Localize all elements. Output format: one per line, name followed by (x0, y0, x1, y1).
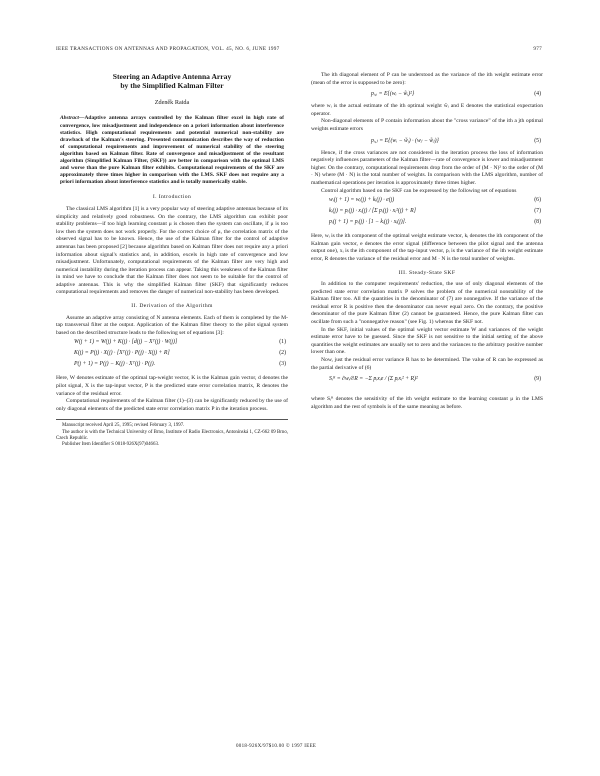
author-name: Zdeněk Raida (154, 98, 190, 106)
right-paragraph-9: Now, just the residual error variance R has to be determined. The value of R can be expressed as the partial derivative of (6) (311, 357, 543, 371)
title-line-1: Steering an Adaptive Antenna Array (112, 72, 232, 81)
equation-1: W(j + 1) = W(j) + K(j) · [d(j) − Xᵀ(j) · W(j)] (74, 339, 178, 346)
right-paragraph-5: Control algorithm based on the SKF can be expressed by the following set of equations (321, 187, 517, 194)
equation-1-number: (1) (279, 339, 286, 346)
equation-block-1-3 (56, 339, 288, 373)
equation-6-number: (6) (534, 197, 541, 204)
equation-block-6-8 (311, 197, 543, 231)
footnote-identifier: Publisher Item Identifier S 0018-926X(97)04663. (62, 442, 160, 448)
footnote-affiliation: The author is with the Technical University of Brno, Institute of Radio Electronics, Antonínská 1, CZ-662 09 Brno, Czech Republic. (56, 429, 288, 441)
equation-8: pᵢ(j + 1) = pᵢ(j) · [1 − kᵢ(j) · xᵢ(j)]. (329, 219, 407, 226)
footnote-received: Manuscript received April 25, 1995; revised February 3, 1997. (62, 423, 185, 429)
right-paragraph-4: Hence, if the cross variances are not considered in the iteration process the loss of information negatively influences parameters of the Kalman filter—rate of convergence is lower and misadjustment higher. On the contrary, computational requirements drop from the order of (M · N)² to the order of (M · N) where (M · N) is the total number of weights. In comparison with the LMS algorithm, number of mathematical operations per iteration is approximately three times higher. (311, 149, 543, 186)
right-paragraph-3: Non-diagonal elements of P contain information about the "cross variance" of the ith a jth optimal weights estimate errors (311, 118, 543, 132)
equation-4: pᵢ,ᵢ = E{(wᵢ − w̃ᵢ)²} (371, 91, 415, 98)
journal-title: IEEE TRANSACTIONS ON ANTENNAS AND PROPAGATION, VOL. 45, NO. 6, JUNE 1997 (56, 46, 280, 52)
intro-paragraph: The classical LMS algorithm [1] is a very popular way of steering adaptive antennas because of its simplicity and relatively good robustness. On the contrary, the LMS algorithm can exhibit poor stability problems—if too high learning constant μ is chosen then the system can oscillate, if μ is too low then the system does not work properly. For the correct choice of μ, the correlation matrix of the observed signal has to be known. Hence, the use of the Kalman filter for the control of adaptive antennas has been proposed [2] because algorithm based on Kalman filter does not require any a priori information about signal's statistics and, in addition, excels in high rate of convergence and low misadjustment. Unfortunately, computational requirements of the Kalman filter are very high and numerical instability during the iteration process can appear. Taking this weakness of the Kalman filter in mind we have to conclude that the Kalman filter does not seem to be suitable for the control of adaptive antennas. This is why the simplified Kalman filter (SKF) that significantly reduces computational requirements and removes the danger of numerical non-stability has been developed. (56, 205, 288, 296)
equation-2-number: (2) (279, 350, 286, 357)
right-paragraph-10: where Sᵢᴿ denotes the sensitivity of the ith weight estimate to the learning constant μ in the LMS algorithm and the rest of symbols is of the same meaning as before. (311, 396, 543, 410)
footnotes (56, 419, 288, 448)
equation-5-row (311, 136, 543, 148)
title-line-2: by the Simplified Kalman Filter (120, 81, 224, 91)
computation-paragraph: Computational requirements of the Kalman filter (1)–(3) can be significantly reduced by the use of only diagonal elements of the predicted state error correlation matrix P in the iteration process. (56, 398, 288, 412)
right-paragraph-6: Here, wᵢ is the ith component of the optimal weight estimate vector, kᵢ denotes the ith component of the Kalman gain vector, e denotes the error signal (difference between the pilot signal and the antenna output one), xᵢ is the ith component of the tap-input vector, pᵢ is the variance of the ith weight estimate error, R denotes the variance of the residual error and M · N is the total number of weights. (311, 233, 543, 262)
page-number: 977 (533, 46, 542, 52)
equation-9-number: (9) (534, 376, 541, 383)
copyright-code: 0018-926X/97$10.00 © 1997 IEEE (236, 744, 317, 749)
right-column (311, 72, 543, 411)
paper-title (56, 72, 288, 91)
abstract (60, 115, 284, 186)
abstract-label: Abstract— (60, 115, 85, 122)
equation-4-number: (4) (534, 91, 541, 98)
right-paragraph-2: where wᵢ is the actual estimate of the ith optimal weight w̃ᵢ and E denotes the statistical expectation operator. (311, 103, 543, 117)
section-heading-introduction: I. Introduction (152, 194, 192, 201)
right-paragraph-7: In addition to the computer requirements' reduction, the use of only diagonal elements of the predicted state error correlation matrix P solves the problem of the numerical nonstability of the Kalman filter too. All the quantities in the denominator of (7) are nonnegative. If the variance of the residual error R is positive then the denominator can never equal zero. On the contrary, the positive denominator of the pure Kalman filter (2) cannot be guaranteed. Hence, the pure Kalman filter can oscillate from such a "nonnegative reason" (see Fig. 1) whereas the SKF not. (311, 281, 543, 326)
derivation-paragraph: Assume an adaptive array consisting of N antenna elements. Each of them is completed by the M-tap transversal filter at the output. Application of the Kalman filter theory to the pilot signal system based on the described structure leads to the following set of equations [3]: (56, 314, 288, 336)
equation-6: wᵢ(j + 1) = wᵢ(j) + kᵢ(j) · e(j) (329, 197, 395, 204)
running-header (56, 46, 542, 58)
section-heading-steady-state: III. Steady-State SKF (398, 269, 456, 276)
right-paragraph-8: In the SKF, initial values of the optimal weight vector estimate W and variances of the weight estimate error have to be guessed. Since the SKF is not sensitive to the initial setting of the above quantities the weight estimates are usually set to zero and the variances to the arbitrary positive number lower than one. (311, 326, 543, 356)
equation-9: Sᵢᴿ = ∂wᵢ/∂R = −Σ pᵢxᵢe / (Σ pᵢxᵢ² + R)² (329, 376, 418, 383)
equation-8-number: (8) (534, 219, 541, 226)
equation-7-number: (7) (534, 208, 541, 215)
equation-3: P(j + 1) = P(j) − K(j) · Xᵀ(j) · P(j). (74, 361, 156, 368)
equation-5-number: (5) (534, 137, 541, 144)
left-column (56, 72, 288, 448)
equation-7: kᵢ(j) = pᵢ(j) · xᵢ(j) / [Σ pᵢ(j) · xᵢ²(j) + R] (329, 208, 416, 215)
equation-9-row (311, 374, 543, 394)
right-paragraph-1: The ith diagonal element of P can be understood as the variance of the ith weight estimate error (mean of the error is supposed to be zero): (311, 72, 543, 86)
equation-explanation-paragraph: Here, W denotes estimate of the optimal tap-weight vector, K is the Kalman gain vector, d denotes the pilot signal, X is the tap-input vector, P is the predicted state error correlation matrix, R denotes the variance of the residual error. (56, 375, 288, 397)
equation-5: pᵢ,ⱼ = E{(wᵢ − w̃ᵢ) · (wⱼ − w̃ⱼ)} (371, 137, 439, 144)
equation-2: K(j) = P(j) · X(j) · [Xᵀ(j) · P(j) · X(j) + R] (74, 350, 170, 357)
equation-4-row (311, 89, 543, 101)
equation-3-number: (3) (279, 361, 286, 368)
abstract-text: Adaptive antenna arrays controlled by the Kalman filter excel in high rate of convergence, low misadjustment and independence on a priori information about interference statistics. High computational requirements and potential numerical non-stability are drawback of the Kalman's steering. Presented communication describes the way of reduction of computational requirements and improvement of numerical stability of the steering algorithm based on Kalman filter. Rate of convergence and misadjustment of the resultant algorithm (Simplified Kalman Filter, (SKF)) are better in comparison with the optimal LMS and worse than the pure Kalman filter exhibits. Computational requirements of the SKF are approximately three times higher in comparison with the LMS. SKF does not require any a priori information about interference statistics and is totally numerically stable. (60, 115, 284, 186)
section-heading-derivation: II. Derivation of the Algorithm (131, 303, 213, 310)
